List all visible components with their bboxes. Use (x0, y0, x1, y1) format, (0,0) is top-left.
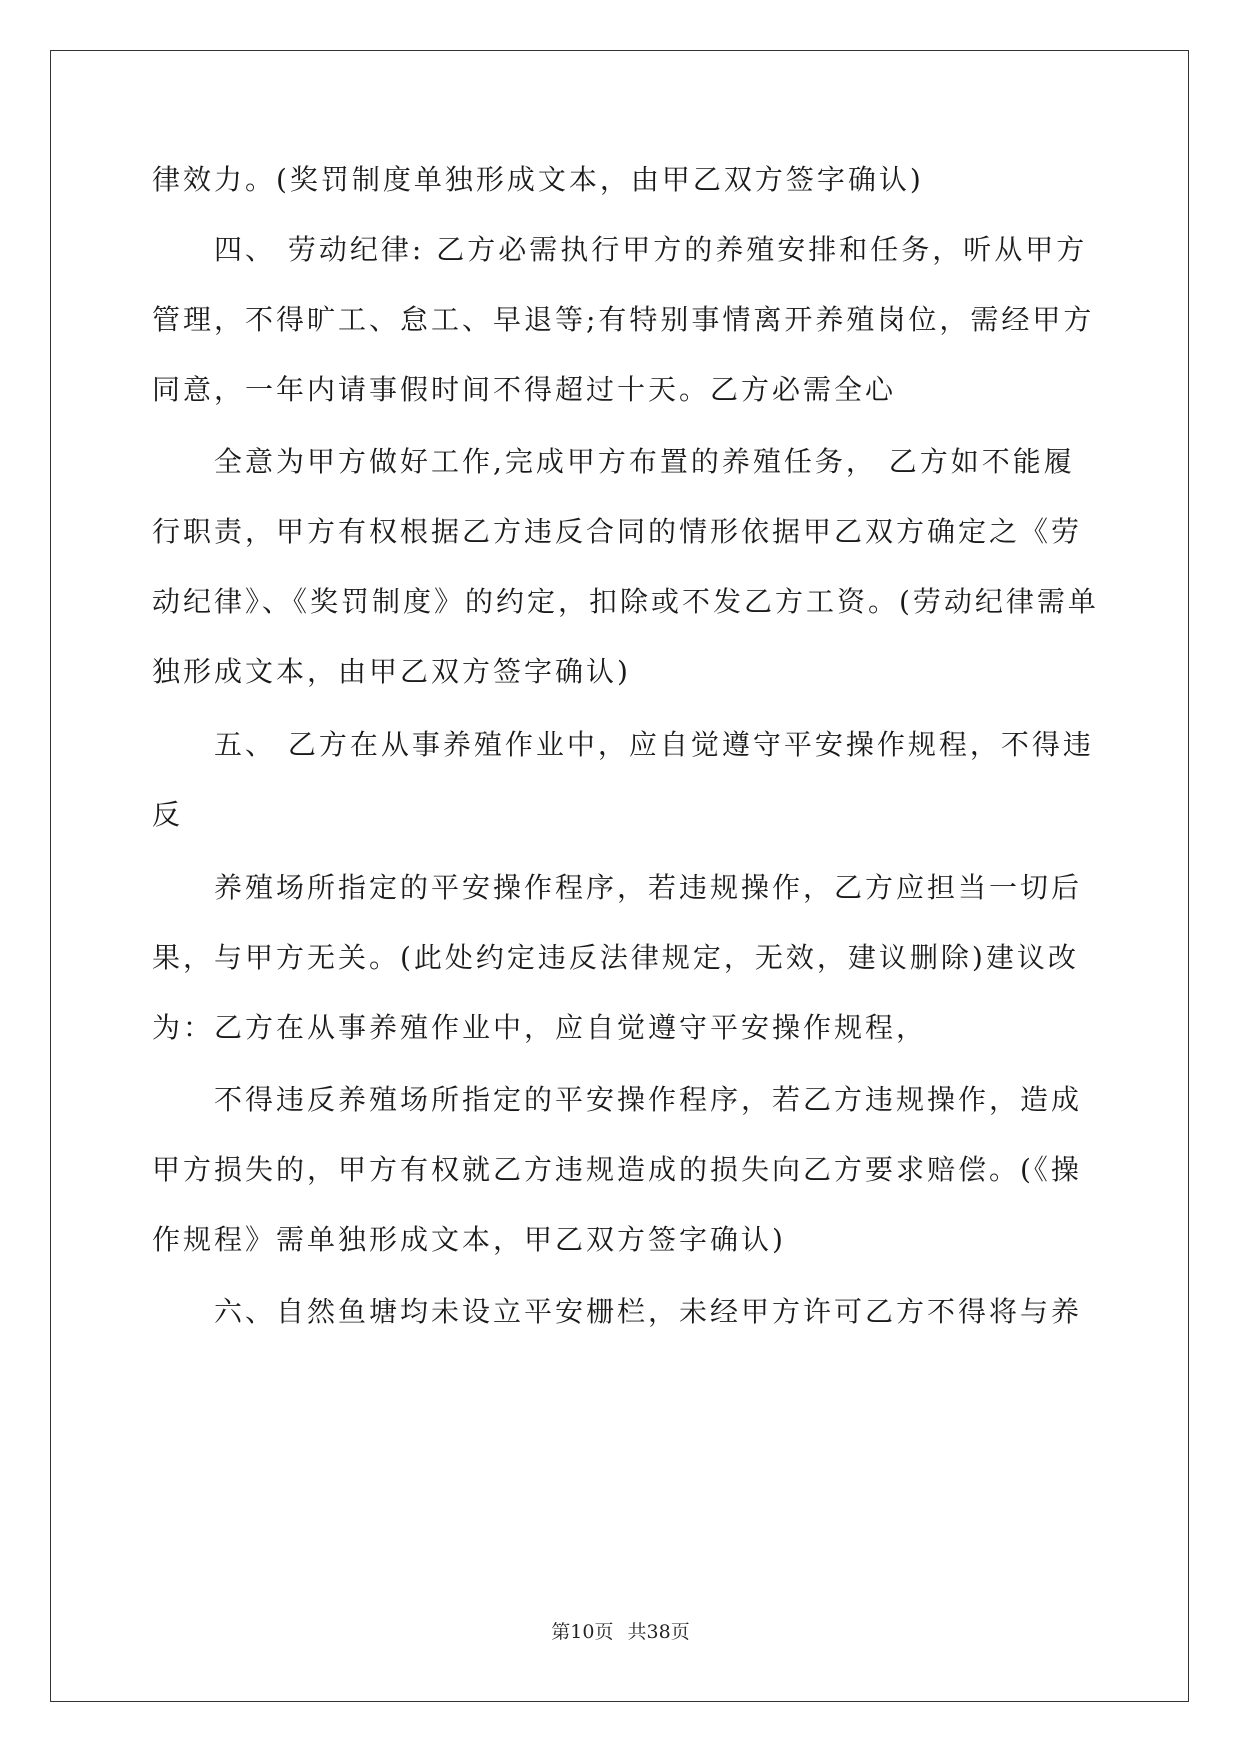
page-number: 第10页 (551, 1621, 614, 1643)
text-line: 动纪律》、《奖罚制度》的约定，扣除或不发乙方工资。(劳动纪律需单 (152, 585, 1099, 618)
text-line: 不得违反养殖场所指定的平安操作程序，若乙方违规操作，造成 (214, 1083, 1083, 1116)
text-line: 律效力。(奖罚制度单独形成文本，由甲乙双方签字确认) (152, 163, 924, 196)
text-line: 甲方损失的，甲方有权就乙方违规造成的损失向乙方要求赔偿。(《操 (152, 1153, 1082, 1186)
text-line: 果，与甲方无关。(此处约定违反法律规定，无效，建议删除)建议改 (152, 941, 1079, 974)
text-line: 五、 乙方在从事养殖作业中，应自觉遵守平安操作规程，不得违 (214, 728, 1094, 761)
text-line: 管理，不得旷工、怠工、早退等;有特别事情离开养殖岗位，需经甲方 (152, 303, 1095, 336)
text-line: 六、自然鱼塘均未设立平安栅栏，未经甲方许可乙方不得将与养 (214, 1295, 1083, 1328)
text-line: 作规程》需单独形成文本，甲乙双方签字确认) (152, 1223, 786, 1256)
text-line: 同意，一年内请事假时间不得超过十天。乙方必需全心 (152, 373, 897, 406)
text-line: 四、 劳动纪律: 乙方必需执行甲方的养殖安排和任务，听从甲方 (214, 233, 1088, 266)
text-line: 全意为甲方做好工作,完成甲方布置的养殖任务， 乙方如不能履 (214, 445, 1075, 478)
text-line: 养殖场所指定的平安操作程序，若违规操作，乙方应担当一切后 (214, 871, 1083, 904)
text-line: 为：乙方在从事养殖作业中，应自觉遵守平安操作规程， (152, 1011, 928, 1044)
text-line: 行职责，甲方有权根据乙方违反合同的情形依据甲乙双方确定之《劳 (152, 515, 1083, 548)
text-line: 独形成文本，由甲乙双方签字确认) (152, 655, 631, 688)
text-line: 反 (152, 798, 184, 831)
total-pages: 共38页 (627, 1621, 690, 1643)
page-footer (0, 1620, 1241, 1644)
